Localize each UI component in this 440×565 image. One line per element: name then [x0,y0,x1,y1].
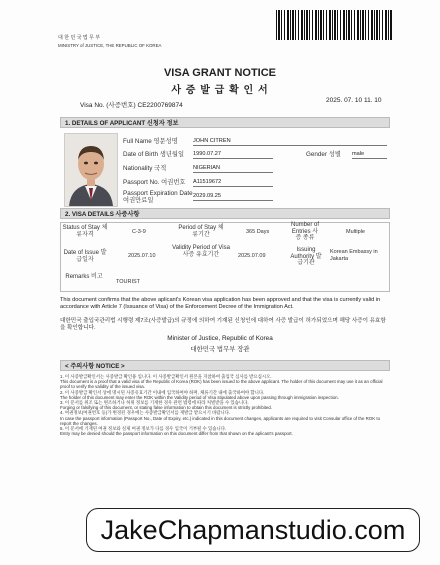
remarks-value: TOURIST [116,279,141,285]
nationality-value: NIGERIAN [193,165,273,173]
validity-value: 2025.07.09 [238,253,266,259]
ministry-header [58,35,161,49]
applicant-photo [64,133,118,207]
passport-label: Passport No. 여권번호 [123,179,186,186]
entries-value: Multiple [346,229,365,235]
notice-item: In case the passport information (Passport No., Date of Expiry, etc.) indicated in this document changes, applicants are required to visit Consular office of the ROK to report the changes. [60,415,381,426]
confirmation-en: This document confirms that the above aplicant's Korean visa application has been approved and that the visa is currently valid in accordance with Article 7 (Issuance of Visa) of the Enforcement Decree of the Immigration Act. [60,297,381,310]
date-issue-value: 2025.07.10 [128,253,156,259]
full-name-label: Full Name 영문성명 [123,138,178,145]
ministry-ko: 대 한 민 국 법 무 부 [58,35,101,41]
period-value: 365 Days [246,229,270,235]
passport-value: A11519672 [193,179,273,187]
notice-item: 1. 이 사증발급확인서는 사증발급 확인용 입니다. 이 사증발급확인서 원본을 지참하여 출입국 심사를 받으십시오. [60,374,272,379]
notice-item: 3. 이 문서를 위조 또는 변조하거나 허위 정보를 기재한 경우 관련 법령에 따라 처벌받을 수 있습니다. [60,400,249,406]
notice-item: Entry may be denied should the passport information on this document differ from that shown on the aplicant's passport. [60,431,293,437]
notice-item: 2. 이 사증발급 확인서 상에 명시된 사증유효기간 이내에 입국하여야 하며, 체류기간 내에 출국하여야 합니다. [60,389,265,395]
title-ko: 사 증 발 급 확 인 서 [171,85,269,96]
gender-label: Gender 성별 [306,151,341,158]
barcode [276,10,392,40]
signature-ko: 대한민국 법무부 장관 [190,346,250,353]
nationality-label: Nationality 국적 [123,165,167,172]
watermark-banner: JakeChapmanstudio.com [86,508,420,552]
period-label: Period of Stay 체류기간 [178,225,224,238]
notice-item: Forging or falsifying of this document, or stating false information to obtain this document is strictly prohibited. [60,405,273,411]
date-issue-label: Date of Issue 발급일자 [63,250,107,263]
notice-item: This document is a proof that a valid visa of the Republic of Korea (ROK) has been issued to the above applicant. The holder of this document may use it as an official proof to verify the validity of the issued visa. [60,379,383,390]
passport-exp-value: 2029.09.25 [193,193,273,201]
issuing-value: Korean Embassy in Jakarta [330,249,378,262]
notice-item: 5. 이 문서에 기재된 여권 정보와 실제 여권 정보가 다를 경우 입국이 거부될 수 있습니다. [60,426,227,432]
dob-value: 1990.07.27 [193,151,273,159]
full-name-value: JOHN CITREN [193,138,387,146]
visa-number: Visa No. (사증번호) CE2200769874 [80,102,183,109]
notice-heading: < 주의사항 NOTICE > [60,360,390,371]
gender-value: male [352,151,387,159]
notice-item: The holder of this document may enter the ROK within the Validity period of Visa stipulated above upon passing through immigration inspection. [60,394,339,400]
status-label: Status of Stay 체류자격 [62,225,108,238]
validity-label: Validity Period of Visa 사증 유효기간 [172,245,230,258]
confirmation-ko: 대한민국 출입국관리법 시행령 제7조(사증발급)의 규정에 의하여 기재된 신청인에 대하여 사증 발급이 허가되었으며 해당 사증이 유효함을 확인합니다. [60,318,386,331]
title-en: VISA GRANT NOTICE [163,67,277,79]
entries-label: Number of Entries 사증 종류 [290,222,319,241]
status-value: C-3-9 [132,229,146,235]
portrait-image [65,134,117,206]
issuing-label: Issuing Authority 발급기관 [290,247,322,266]
signature-en: Minister of Justice, Republic of Korea [167,335,273,342]
section1-heading: 1. DETAILS OF APPLICANT 신청자 정보 [60,117,390,128]
notice-item: 4. 여권정보(여권번호 등)가 변경된 경우에는 사증발급확인서를 재발급 받으시기 바랍니다. [60,410,231,416]
ministry-en: MINISTRY of JUSTICE, THE REPUBLIC OF KOREA [58,43,162,48]
section2-heading: 2. VISA DETAILS 사증사항 [60,208,390,219]
dob-label: Date of Birth 생년월일 [123,151,185,158]
passport-exp-label: Passport Expiration Date 여권만료일 [123,190,193,204]
notice-list [60,374,390,436]
remarks-label: Remarks 비고 [65,274,103,280]
issue-date: 2025. 07. 10 11. 10 [326,97,382,104]
